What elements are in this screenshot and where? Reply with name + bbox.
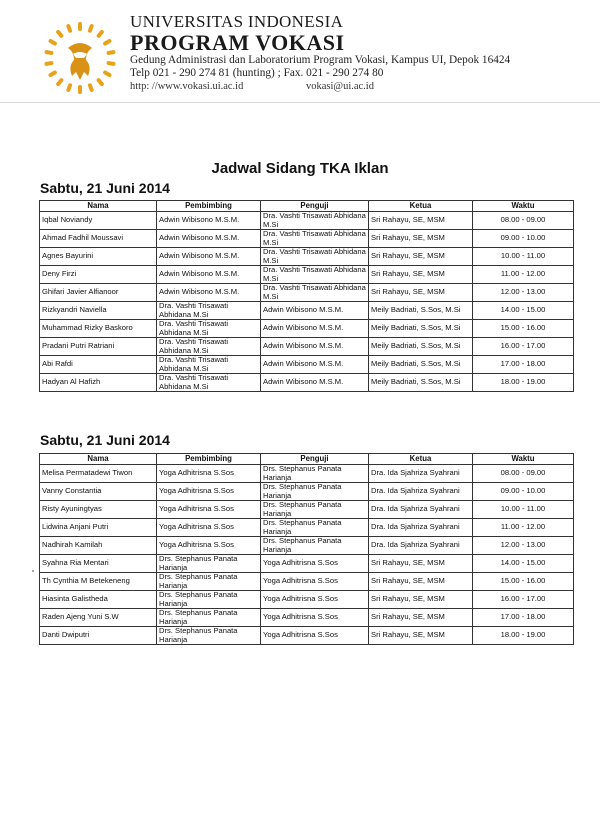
supervisor-cell: Dra. Vashti Trisawati Abhidana M.Si xyxy=(157,356,261,374)
chair-cell: Dra. Ida Sjahriza Syahrani xyxy=(369,519,473,537)
examiner-cell: Dra. Vashti Trisawati Abhidana M.Si xyxy=(261,266,369,284)
chair-cell: Meily Badriati, S.Sos, M.Si xyxy=(369,374,473,392)
time-cell: 12.00 - 13.00 xyxy=(473,537,574,555)
chair-cell: Meily Badriati, S.Sos, M.Si xyxy=(369,338,473,356)
time-cell: 10.00 - 11.00 xyxy=(473,248,574,266)
examiner-cell: Yoga Adhitrisna S.Sos xyxy=(261,555,369,573)
header-divider xyxy=(0,102,600,103)
time-cell: 10.00 - 11.00 xyxy=(473,501,574,519)
column-header-ketua: Ketua xyxy=(369,454,473,465)
time-cell: 09.00 - 10.00 xyxy=(473,230,574,248)
name-cell: Muhammad Rizky Baskoro xyxy=(40,320,157,338)
examiner-cell: Drs. Stephanus Panata Harianja xyxy=(261,501,369,519)
table-row xyxy=(40,356,574,374)
program-name: PROGRAM VOKASI xyxy=(130,30,345,55)
time-cell: 11.00 - 12.00 xyxy=(473,266,574,284)
name-cell: Danti Dwiputri xyxy=(40,627,157,645)
table-row xyxy=(40,248,574,266)
supervisor-cell: Adwin Wibisono M.S.M. xyxy=(157,230,261,248)
table-row xyxy=(40,320,574,338)
email-link[interactable]: vokasi@ui.ac.id xyxy=(305,81,374,92)
scan-speck xyxy=(32,570,34,572)
supervisor-cell: Adwin Wibisono M.S.M. xyxy=(157,248,261,266)
chair-cell: Meily Badriati, S.Sos, M.Si xyxy=(369,320,473,338)
time-cell: 09.00 - 10.00 xyxy=(473,483,574,501)
name-cell: Ghifari Javier Alfianoor xyxy=(40,284,157,302)
supervisor-cell: Drs. Stephanus Panata Harianja xyxy=(157,609,261,627)
column-header-pembimbing: Pembimbing xyxy=(157,201,261,212)
chair-cell: Meily Badriati, S.Sos, M.Si xyxy=(369,302,473,320)
time-cell: 15.00 - 16.00 xyxy=(473,573,574,591)
table-row xyxy=(40,230,574,248)
time-cell: 11.00 - 12.00 xyxy=(473,519,574,537)
examiner-cell: Dra. Vashti Trisawati Abhidana M.Si xyxy=(261,212,369,230)
examiner-cell: Adwin Wibisono M.S.M. xyxy=(261,320,369,338)
session-1-schedule-table xyxy=(39,200,574,392)
letterhead xyxy=(40,12,580,102)
examiner-cell: Drs. Stephanus Panata Harianja xyxy=(261,483,369,501)
chair-cell: Dra. Ida Sjahriza Syahrani xyxy=(369,537,473,555)
examiner-cell: Yoga Adhitrisna S.Sos xyxy=(261,591,369,609)
university-name: UNIVERSITAS INDONESIA xyxy=(130,12,344,31)
supervisor-cell: Yoga Adhitrisna S.Sos xyxy=(157,501,261,519)
name-cell: Deny Firzi xyxy=(40,266,157,284)
contact-line xyxy=(130,80,590,93)
table-row xyxy=(40,266,574,284)
supervisor-cell: Yoga Adhitrisna S.Sos xyxy=(157,465,261,483)
time-cell: 12.00 - 13.00 xyxy=(473,284,574,302)
examiner-cell: Adwin Wibisono M.S.M. xyxy=(261,338,369,356)
table-row xyxy=(40,302,574,320)
name-cell: Nadhirah Kamilah xyxy=(40,537,157,555)
time-cell: 18.00 - 19.00 xyxy=(473,374,574,392)
time-cell: 18.00 - 19.00 xyxy=(473,627,574,645)
supervisor-cell: Drs. Stephanus Panata Harianja xyxy=(157,573,261,591)
supervisor-cell: Adwin Wibisono M.S.M. xyxy=(157,284,261,302)
name-cell: Abi Rafdi xyxy=(40,356,157,374)
supervisor-cell: Yoga Adhitrisna S.Sos xyxy=(157,537,261,555)
time-cell: 14.00 - 15.00 xyxy=(473,555,574,573)
table-row xyxy=(40,465,574,483)
time-cell: 16.00 - 17.00 xyxy=(473,591,574,609)
name-cell: Rizkyandri Naviella xyxy=(40,302,157,320)
phone-line: Telp 021 - 290 274 81 (hunting) ; Fax. 021 - 290 274 80 xyxy=(130,67,384,79)
chair-cell: Sri Rahayu, SE, MSM xyxy=(369,284,473,302)
session-1-day-heading: Sabtu, 21 Juni 2014 xyxy=(40,180,170,196)
chair-cell: Sri Rahayu, SE, MSM xyxy=(369,266,473,284)
chair-cell: Sri Rahayu, SE, MSM xyxy=(369,627,473,645)
supervisor-cell: Drs. Stephanus Panata Harianja xyxy=(157,591,261,609)
column-header-nama: Nama xyxy=(40,454,157,465)
name-cell: Agnes Bayurini xyxy=(40,248,157,266)
session-2-day-heading: Sabtu, 21 Juni 2014 xyxy=(40,432,170,448)
table-row xyxy=(40,627,574,645)
examiner-cell: Adwin Wibisono M.S.M. xyxy=(261,302,369,320)
column-header-ketua: Ketua xyxy=(369,201,473,212)
time-cell: 15.00 - 16.00 xyxy=(473,320,574,338)
examiner-cell: Yoga Adhitrisna S.Sos xyxy=(261,573,369,591)
table-row xyxy=(40,338,574,356)
makara-logo-icon xyxy=(40,18,120,96)
column-header-penguji: Penguji xyxy=(261,454,369,465)
supervisor-cell: Drs. Stephanus Panata Harianja xyxy=(157,627,261,645)
website-link[interactable]: http: //www.vokasi.ui.ac.id xyxy=(130,81,244,92)
name-cell: Hadyan Al Hafizh xyxy=(40,374,157,392)
examiner-cell: Adwin Wibisono M.S.M. xyxy=(261,374,369,392)
supervisor-cell: Drs. Stephanus Panata Harianja xyxy=(157,555,261,573)
examiner-cell: Dra. Vashti Trisawati Abhidana M.Si xyxy=(261,284,369,302)
table-row xyxy=(40,212,574,230)
chair-cell: Sri Rahayu, SE, MSM xyxy=(369,555,473,573)
table-row xyxy=(40,591,574,609)
session-2-schedule-table xyxy=(39,453,574,645)
table-header-row xyxy=(40,201,574,212)
chair-cell: Sri Rahayu, SE, MSM xyxy=(369,573,473,591)
time-cell: 08.00 - 09.00 xyxy=(473,465,574,483)
name-cell: Hiasinta Galistheda xyxy=(40,591,157,609)
name-cell: Raden Ajeng Yuni S.W xyxy=(40,609,157,627)
examiner-cell: Drs. Stephanus Panata Harianja xyxy=(261,519,369,537)
examiner-cell: Drs. Stephanus Panata Harianja xyxy=(261,537,369,555)
table-row xyxy=(40,284,574,302)
name-cell: Th Cynthia M Betekeneng xyxy=(40,573,157,591)
examiner-cell: Yoga Adhitrisna S.Sos xyxy=(261,609,369,627)
supervisor-cell: Dra. Vashti Trisawati Abhidana M.Si xyxy=(157,374,261,392)
column-header-pembimbing: Pembimbing xyxy=(157,454,261,465)
name-cell: Melisa Permatadewi Tiwon xyxy=(40,465,157,483)
name-cell: Pradani Putri Ratriani xyxy=(40,338,157,356)
supervisor-cell: Adwin Wibisono M.S.M. xyxy=(157,266,261,284)
column-header-waktu: Waktu xyxy=(473,454,574,465)
document-title: Jadwal Sidang TKA Iklan xyxy=(211,160,389,177)
chair-cell: Dra. Ida Sjahriza Syahrani xyxy=(369,501,473,519)
supervisor-cell: Yoga Adhitrisna S.Sos xyxy=(157,519,261,537)
examiner-cell: Dra. Vashti Trisawati Abhidana M.Si xyxy=(261,230,369,248)
examiner-cell: Dra. Vashti Trisawati Abhidana M.Si xyxy=(261,248,369,266)
table-row xyxy=(40,573,574,591)
supervisor-cell: Dra. Vashti Trisawati Abhidana M.Si xyxy=(157,338,261,356)
column-header-waktu: Waktu xyxy=(473,201,574,212)
column-header-penguji: Penguji xyxy=(261,201,369,212)
table-row xyxy=(40,537,574,555)
table-row xyxy=(40,555,574,573)
time-cell: 17.00 - 18.00 xyxy=(473,356,574,374)
chair-cell: Sri Rahayu, SE, MSM xyxy=(369,230,473,248)
table-header-row xyxy=(40,454,574,465)
name-cell: Iqbal Noviandy xyxy=(40,212,157,230)
chair-cell: Sri Rahayu, SE, MSM xyxy=(369,248,473,266)
supervisor-cell: Adwin Wibisono M.S.M. xyxy=(157,212,261,230)
name-cell: Risty Ayuningtyas xyxy=(40,501,157,519)
chair-cell: Sri Rahayu, SE, MSM xyxy=(369,212,473,230)
examiner-cell: Yoga Adhitrisna S.Sos xyxy=(261,627,369,645)
name-cell: Ahmad Fadhil Moussavi xyxy=(40,230,157,248)
chair-cell: Sri Rahayu, SE, MSM xyxy=(369,591,473,609)
time-cell: 16.00 - 17.00 xyxy=(473,338,574,356)
examiner-cell: Adwin Wibisono M.S.M. xyxy=(261,356,369,374)
name-cell: Lidwina Anjani Putri xyxy=(40,519,157,537)
table-row xyxy=(40,483,574,501)
examiner-cell: Drs. Stephanus Panata Harianja xyxy=(261,465,369,483)
time-cell: 17.00 - 18.00 xyxy=(473,609,574,627)
name-cell: Vanny Constantia xyxy=(40,483,157,501)
chair-cell: Dra. Ida Sjahriza Syahrani xyxy=(369,483,473,501)
chair-cell: Dra. Ida Sjahriza Syahrani xyxy=(369,465,473,483)
time-cell: 14.00 - 15.00 xyxy=(473,302,574,320)
table-row xyxy=(40,519,574,537)
supervisor-cell: Dra. Vashti Trisawati Abhidana M.Si xyxy=(157,302,261,320)
chair-cell: Meily Badriati, S.Sos, M.Si xyxy=(369,356,473,374)
table-row xyxy=(40,374,574,392)
table-row xyxy=(40,501,574,519)
table-row xyxy=(40,609,574,627)
address-line: Gedung Administrasi dan Laboratorium Program Vokasi, Kampus UI, Depok 16424 xyxy=(130,54,511,66)
chair-cell: Sri Rahayu, SE, MSM xyxy=(369,609,473,627)
time-cell: 08.00 - 09.00 xyxy=(473,212,574,230)
column-header-nama: Nama xyxy=(40,201,157,212)
name-cell: Syahna Ria Mentari xyxy=(40,555,157,573)
supervisor-cell: Dra. Vashti Trisawati Abhidana M.Si xyxy=(157,320,261,338)
supervisor-cell: Yoga Adhitrisna S.Sos xyxy=(157,483,261,501)
